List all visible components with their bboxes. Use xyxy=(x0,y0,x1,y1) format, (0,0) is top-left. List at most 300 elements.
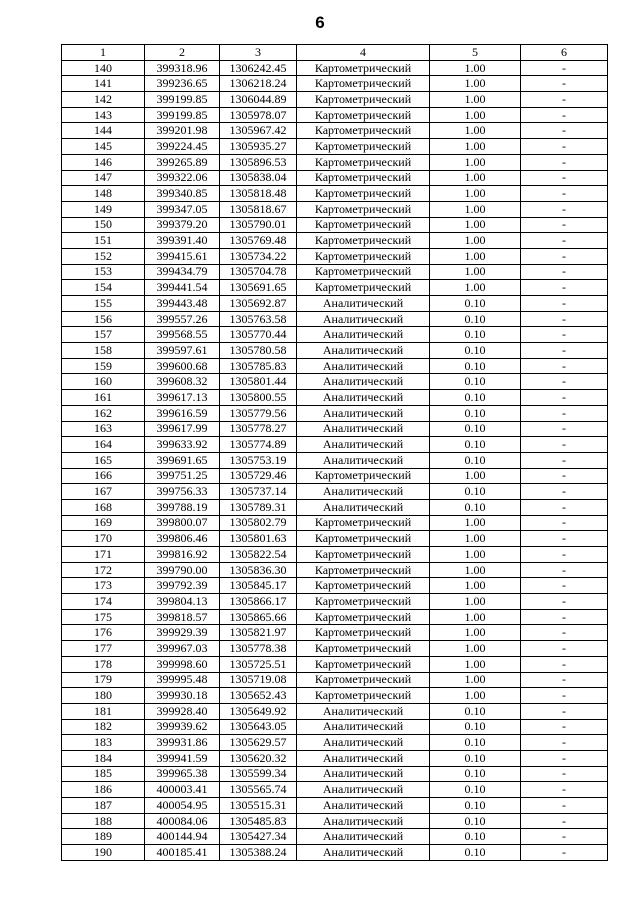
column-header: 4 xyxy=(297,45,430,61)
accuracy-cell: 0.10 xyxy=(430,766,521,782)
y-coordinate-cell: 1305734.22 xyxy=(220,248,297,264)
table-row xyxy=(62,735,608,751)
note-cell: - xyxy=(521,358,608,374)
column-header: 6 xyxy=(521,45,608,61)
table-row xyxy=(62,641,608,657)
y-coordinate-cell: 1305485.83 xyxy=(220,813,297,829)
y-coordinate-cell: 1305865.66 xyxy=(220,609,297,625)
table-row xyxy=(62,358,608,374)
point-number-cell: 181 xyxy=(62,703,145,719)
point-number-cell: 153 xyxy=(62,264,145,280)
note-cell: - xyxy=(521,107,608,123)
y-coordinate-cell: 1305388.24 xyxy=(220,845,297,861)
method-cell: Аналитический xyxy=(297,750,430,766)
note-cell: - xyxy=(521,264,608,280)
x-coordinate-cell: 399597.61 xyxy=(145,343,220,359)
accuracy-cell: 0.10 xyxy=(430,829,521,845)
method-cell: Картометрический xyxy=(297,233,430,249)
accuracy-cell: 1.00 xyxy=(430,531,521,547)
point-number-cell: 170 xyxy=(62,531,145,547)
note-cell: - xyxy=(521,484,608,500)
y-coordinate-cell: 1305599.34 xyxy=(220,766,297,782)
point-number-cell: 183 xyxy=(62,735,145,751)
accuracy-cell: 0.10 xyxy=(430,358,521,374)
method-cell: Аналитический xyxy=(297,798,430,814)
point-number-cell: 188 xyxy=(62,813,145,829)
method-cell: Аналитический xyxy=(297,719,430,735)
accuracy-cell: 1.00 xyxy=(430,280,521,296)
column-header: 2 xyxy=(145,45,220,61)
y-coordinate-cell: 1305978.07 xyxy=(220,107,297,123)
method-cell: Картометрический xyxy=(297,515,430,531)
accuracy-cell: 1.00 xyxy=(430,76,521,92)
x-coordinate-cell: 399931.86 xyxy=(145,735,220,751)
method-cell: Картометрический xyxy=(297,688,430,704)
y-coordinate-cell: 1306218.24 xyxy=(220,76,297,92)
y-coordinate-cell: 1306044.89 xyxy=(220,92,297,108)
table-row xyxy=(62,76,608,92)
note-cell: - xyxy=(521,390,608,406)
table-row xyxy=(62,343,608,359)
y-coordinate-cell: 1305769.48 xyxy=(220,233,297,249)
accuracy-cell: 0.10 xyxy=(430,782,521,798)
y-coordinate-cell: 1305790.01 xyxy=(220,217,297,233)
accuracy-cell: 1.00 xyxy=(430,672,521,688)
x-coordinate-cell: 399236.65 xyxy=(145,76,220,92)
note-cell: - xyxy=(521,186,608,202)
note-cell: - xyxy=(521,672,608,688)
accuracy-cell: 1.00 xyxy=(430,609,521,625)
accuracy-cell: 1.00 xyxy=(430,547,521,563)
point-number-cell: 158 xyxy=(62,343,145,359)
y-coordinate-cell: 1305565.74 xyxy=(220,782,297,798)
y-coordinate-cell: 1305729.46 xyxy=(220,468,297,484)
point-number-cell: 145 xyxy=(62,139,145,155)
y-coordinate-cell: 1305801.63 xyxy=(220,531,297,547)
point-number-cell: 172 xyxy=(62,562,145,578)
point-number-cell: 154 xyxy=(62,280,145,296)
method-cell: Картометрический xyxy=(297,154,430,170)
point-number-cell: 178 xyxy=(62,656,145,672)
table-header-row xyxy=(62,45,608,61)
note-cell: - xyxy=(521,233,608,249)
y-coordinate-cell: 1305801.44 xyxy=(220,374,297,390)
accuracy-cell: 0.10 xyxy=(430,452,521,468)
y-coordinate-cell: 1305725.51 xyxy=(220,656,297,672)
note-cell: - xyxy=(521,217,608,233)
x-coordinate-cell: 399616.59 xyxy=(145,405,220,421)
accuracy-cell: 0.10 xyxy=(430,311,521,327)
note-cell: - xyxy=(521,311,608,327)
point-number-cell: 165 xyxy=(62,452,145,468)
point-number-cell: 141 xyxy=(62,76,145,92)
table-row xyxy=(62,594,608,610)
table-row xyxy=(62,829,608,845)
note-cell: - xyxy=(521,60,608,76)
method-cell: Аналитический xyxy=(297,311,430,327)
note-cell: - xyxy=(521,468,608,484)
method-cell: Картометрический xyxy=(297,248,430,264)
table-row xyxy=(62,421,608,437)
x-coordinate-cell: 399322.06 xyxy=(145,170,220,186)
method-cell: Аналитический xyxy=(297,766,430,782)
accuracy-cell: 1.00 xyxy=(430,656,521,672)
column-header: 5 xyxy=(430,45,521,61)
y-coordinate-cell: 1305620.32 xyxy=(220,750,297,766)
point-number-cell: 171 xyxy=(62,547,145,563)
accuracy-cell: 0.10 xyxy=(430,374,521,390)
method-cell: Аналитический xyxy=(297,813,430,829)
table-row xyxy=(62,499,608,515)
y-coordinate-cell: 1305770.44 xyxy=(220,327,297,343)
y-coordinate-cell: 1305789.31 xyxy=(220,499,297,515)
note-cell: - xyxy=(521,437,608,453)
method-cell: Аналитический xyxy=(297,296,430,312)
method-cell: Картометрический xyxy=(297,609,430,625)
point-number-cell: 173 xyxy=(62,578,145,594)
accuracy-cell: 1.00 xyxy=(430,468,521,484)
method-cell: Картометрический xyxy=(297,578,430,594)
x-coordinate-cell: 399788.19 xyxy=(145,499,220,515)
table-row xyxy=(62,766,608,782)
note-cell: - xyxy=(521,421,608,437)
point-number-cell: 190 xyxy=(62,845,145,861)
note-cell: - xyxy=(521,766,608,782)
accuracy-cell: 0.10 xyxy=(430,343,521,359)
point-number-cell: 151 xyxy=(62,233,145,249)
method-cell: Картометрический xyxy=(297,562,430,578)
coordinates-table xyxy=(61,44,608,861)
table-body xyxy=(62,60,608,860)
accuracy-cell: 1.00 xyxy=(430,123,521,139)
method-cell: Картометрический xyxy=(297,547,430,563)
x-coordinate-cell: 399347.05 xyxy=(145,201,220,217)
table-row xyxy=(62,468,608,484)
x-coordinate-cell: 399928.40 xyxy=(145,703,220,719)
y-coordinate-cell: 1305780.58 xyxy=(220,343,297,359)
note-cell: - xyxy=(521,452,608,468)
accuracy-cell: 0.10 xyxy=(430,750,521,766)
method-cell: Аналитический xyxy=(297,735,430,751)
accuracy-cell: 1.00 xyxy=(430,594,521,610)
x-coordinate-cell: 400084.06 xyxy=(145,813,220,829)
point-number-cell: 179 xyxy=(62,672,145,688)
point-number-cell: 176 xyxy=(62,625,145,641)
point-number-cell: 168 xyxy=(62,499,145,515)
note-cell: - xyxy=(521,296,608,312)
y-coordinate-cell: 1305763.58 xyxy=(220,311,297,327)
accuracy-cell: 1.00 xyxy=(430,60,521,76)
x-coordinate-cell: 399939.62 xyxy=(145,719,220,735)
note-cell: - xyxy=(521,562,608,578)
accuracy-cell: 0.10 xyxy=(430,719,521,735)
point-number-cell: 148 xyxy=(62,186,145,202)
method-cell: Аналитический xyxy=(297,374,430,390)
accuracy-cell: 1.00 xyxy=(430,248,521,264)
x-coordinate-cell: 399995.48 xyxy=(145,672,220,688)
note-cell: - xyxy=(521,280,608,296)
table-row xyxy=(62,531,608,547)
point-number-cell: 177 xyxy=(62,641,145,657)
note-cell: - xyxy=(521,594,608,610)
method-cell: Аналитический xyxy=(297,499,430,515)
method-cell: Аналитический xyxy=(297,845,430,861)
x-coordinate-cell: 399557.26 xyxy=(145,311,220,327)
note-cell: - xyxy=(521,735,608,751)
table-row xyxy=(62,280,608,296)
y-coordinate-cell: 1305649.92 xyxy=(220,703,297,719)
point-number-cell: 174 xyxy=(62,594,145,610)
x-coordinate-cell: 399804.13 xyxy=(145,594,220,610)
y-coordinate-cell: 1305719.08 xyxy=(220,672,297,688)
x-coordinate-cell: 399965.38 xyxy=(145,766,220,782)
note-cell: - xyxy=(521,703,608,719)
method-cell: Аналитический xyxy=(297,782,430,798)
method-cell: Картометрический xyxy=(297,217,430,233)
y-coordinate-cell: 1305629.57 xyxy=(220,735,297,751)
method-cell: Картометрический xyxy=(297,531,430,547)
note-cell: - xyxy=(521,719,608,735)
note-cell: - xyxy=(521,656,608,672)
point-number-cell: 182 xyxy=(62,719,145,735)
accuracy-cell: 1.00 xyxy=(430,515,521,531)
point-number-cell: 189 xyxy=(62,829,145,845)
point-number-cell: 160 xyxy=(62,374,145,390)
x-coordinate-cell: 399930.18 xyxy=(145,688,220,704)
accuracy-cell: 0.10 xyxy=(430,405,521,421)
note-cell: - xyxy=(521,405,608,421)
method-cell: Картометрический xyxy=(297,280,430,296)
accuracy-cell: 1.00 xyxy=(430,233,521,249)
table-row xyxy=(62,672,608,688)
accuracy-cell: 1.00 xyxy=(430,625,521,641)
note-cell: - xyxy=(521,499,608,515)
x-coordinate-cell: 399633.92 xyxy=(145,437,220,453)
method-cell: Картометрический xyxy=(297,139,430,155)
note-cell: - xyxy=(521,547,608,563)
method-cell: Картометрический xyxy=(297,76,430,92)
note-cell: - xyxy=(521,154,608,170)
y-coordinate-cell: 1305785.83 xyxy=(220,358,297,374)
method-cell: Аналитический xyxy=(297,703,430,719)
accuracy-cell: 0.10 xyxy=(430,735,521,751)
accuracy-cell: 1.00 xyxy=(430,688,521,704)
table-row xyxy=(62,107,608,123)
accuracy-cell: 0.10 xyxy=(430,421,521,437)
x-coordinate-cell: 399818.57 xyxy=(145,609,220,625)
y-coordinate-cell: 1305822.54 xyxy=(220,547,297,563)
point-number-cell: 184 xyxy=(62,750,145,766)
point-number-cell: 140 xyxy=(62,60,145,76)
table-row xyxy=(62,374,608,390)
accuracy-cell: 0.10 xyxy=(430,437,521,453)
note-cell: - xyxy=(521,343,608,359)
accuracy-cell: 1.00 xyxy=(430,92,521,108)
table-row xyxy=(62,170,608,186)
column-header: 3 xyxy=(220,45,297,61)
table-row xyxy=(62,296,608,312)
method-cell: Картометрический xyxy=(297,672,430,688)
table-row xyxy=(62,656,608,672)
y-coordinate-cell: 1305838.04 xyxy=(220,170,297,186)
y-coordinate-cell: 1305427.34 xyxy=(220,829,297,845)
x-coordinate-cell: 399806.46 xyxy=(145,531,220,547)
method-cell: Картометрический xyxy=(297,656,430,672)
x-coordinate-cell: 399967.03 xyxy=(145,641,220,657)
x-coordinate-cell: 399800.07 xyxy=(145,515,220,531)
point-number-cell: 146 xyxy=(62,154,145,170)
table-row xyxy=(62,327,608,343)
table-row xyxy=(62,264,608,280)
y-coordinate-cell: 1305652.43 xyxy=(220,688,297,704)
y-coordinate-cell: 1305779.56 xyxy=(220,405,297,421)
accuracy-cell: 0.10 xyxy=(430,390,521,406)
table-row xyxy=(62,845,608,861)
point-number-cell: 162 xyxy=(62,405,145,421)
method-cell: Аналитический xyxy=(297,405,430,421)
x-coordinate-cell: 399941.59 xyxy=(145,750,220,766)
y-coordinate-cell: 1305821.97 xyxy=(220,625,297,641)
point-number-cell: 156 xyxy=(62,311,145,327)
x-coordinate-cell: 399929.39 xyxy=(145,625,220,641)
accuracy-cell: 1.00 xyxy=(430,139,521,155)
table-row xyxy=(62,609,608,625)
y-coordinate-cell: 1305802.79 xyxy=(220,515,297,531)
accuracy-cell: 1.00 xyxy=(430,217,521,233)
note-cell: - xyxy=(521,641,608,657)
note-cell: - xyxy=(521,170,608,186)
point-number-cell: 185 xyxy=(62,766,145,782)
table-row xyxy=(62,154,608,170)
x-coordinate-cell: 399998.60 xyxy=(145,656,220,672)
table-row xyxy=(62,688,608,704)
x-coordinate-cell: 399434.79 xyxy=(145,264,220,280)
accuracy-cell: 0.10 xyxy=(430,813,521,829)
table-row xyxy=(62,625,608,641)
point-number-cell: 187 xyxy=(62,798,145,814)
accuracy-cell: 0.10 xyxy=(430,703,521,719)
y-coordinate-cell: 1305935.27 xyxy=(220,139,297,155)
table-row xyxy=(62,547,608,563)
table-row xyxy=(62,92,608,108)
y-coordinate-cell: 1305774.89 xyxy=(220,437,297,453)
table-row xyxy=(62,782,608,798)
y-coordinate-cell: 1305967.42 xyxy=(220,123,297,139)
x-coordinate-cell: 399751.25 xyxy=(145,468,220,484)
method-cell: Картометрический xyxy=(297,92,430,108)
x-coordinate-cell: 400054.95 xyxy=(145,798,220,814)
accuracy-cell: 0.10 xyxy=(430,499,521,515)
method-cell: Картометрический xyxy=(297,201,430,217)
method-cell: Аналитический xyxy=(297,437,430,453)
method-cell: Картометрический xyxy=(297,594,430,610)
point-number-cell: 155 xyxy=(62,296,145,312)
note-cell: - xyxy=(521,92,608,108)
table-row xyxy=(62,484,608,500)
x-coordinate-cell: 399199.85 xyxy=(145,107,220,123)
point-number-cell: 159 xyxy=(62,358,145,374)
x-coordinate-cell: 399415.61 xyxy=(145,248,220,264)
method-cell: Аналитический xyxy=(297,452,430,468)
point-number-cell: 161 xyxy=(62,390,145,406)
method-cell: Картометрический xyxy=(297,625,430,641)
x-coordinate-cell: 400003.41 xyxy=(145,782,220,798)
x-coordinate-cell: 399816.92 xyxy=(145,547,220,563)
table-row xyxy=(62,139,608,155)
note-cell: - xyxy=(521,688,608,704)
accuracy-cell: 1.00 xyxy=(430,264,521,280)
note-cell: - xyxy=(521,578,608,594)
table-row xyxy=(62,515,608,531)
x-coordinate-cell: 399199.85 xyxy=(145,92,220,108)
x-coordinate-cell: 399617.99 xyxy=(145,421,220,437)
table-row xyxy=(62,703,608,719)
accuracy-cell: 0.10 xyxy=(430,845,521,861)
point-number-cell: 180 xyxy=(62,688,145,704)
x-coordinate-cell: 399224.45 xyxy=(145,139,220,155)
y-coordinate-cell: 1305800.55 xyxy=(220,390,297,406)
note-cell: - xyxy=(521,625,608,641)
accuracy-cell: 0.10 xyxy=(430,296,521,312)
x-coordinate-cell: 399608.32 xyxy=(145,374,220,390)
x-coordinate-cell: 399617.13 xyxy=(145,390,220,406)
y-coordinate-cell: 1305836.30 xyxy=(220,562,297,578)
note-cell: - xyxy=(521,609,608,625)
point-number-cell: 147 xyxy=(62,170,145,186)
accuracy-cell: 1.00 xyxy=(430,578,521,594)
accuracy-cell: 1.00 xyxy=(430,641,521,657)
table-row xyxy=(62,578,608,594)
point-number-cell: 163 xyxy=(62,421,145,437)
table-row xyxy=(62,405,608,421)
accuracy-cell: 1.00 xyxy=(430,186,521,202)
y-coordinate-cell: 1305704.78 xyxy=(220,264,297,280)
x-coordinate-cell: 399265.89 xyxy=(145,154,220,170)
note-cell: - xyxy=(521,374,608,390)
table-row xyxy=(62,390,608,406)
method-cell: Аналитический xyxy=(297,343,430,359)
note-cell: - xyxy=(521,123,608,139)
method-cell: Картометрический xyxy=(297,186,430,202)
method-cell: Картометрический xyxy=(297,641,430,657)
y-coordinate-cell: 1305643.05 xyxy=(220,719,297,735)
method-cell: Картометрический xyxy=(297,468,430,484)
y-coordinate-cell: 1305778.38 xyxy=(220,641,297,657)
x-coordinate-cell: 399443.48 xyxy=(145,296,220,312)
table-row xyxy=(62,233,608,249)
note-cell: - xyxy=(521,813,608,829)
method-cell: Аналитический xyxy=(297,484,430,500)
point-number-cell: 143 xyxy=(62,107,145,123)
table-row xyxy=(62,562,608,578)
point-number-cell: 186 xyxy=(62,782,145,798)
point-number-cell: 142 xyxy=(62,92,145,108)
note-cell: - xyxy=(521,76,608,92)
note-cell: - xyxy=(521,750,608,766)
point-number-cell: 144 xyxy=(62,123,145,139)
x-coordinate-cell: 399568.55 xyxy=(145,327,220,343)
x-coordinate-cell: 400144.94 xyxy=(145,829,220,845)
accuracy-cell: 0.10 xyxy=(430,484,521,500)
note-cell: - xyxy=(521,845,608,861)
page-number: 6 xyxy=(315,13,325,32)
note-cell: - xyxy=(521,515,608,531)
y-coordinate-cell: 1305866.17 xyxy=(220,594,297,610)
y-coordinate-cell: 1305692.87 xyxy=(220,296,297,312)
method-cell: Аналитический xyxy=(297,327,430,343)
accuracy-cell: 1.00 xyxy=(430,170,521,186)
x-coordinate-cell: 399600.68 xyxy=(145,358,220,374)
